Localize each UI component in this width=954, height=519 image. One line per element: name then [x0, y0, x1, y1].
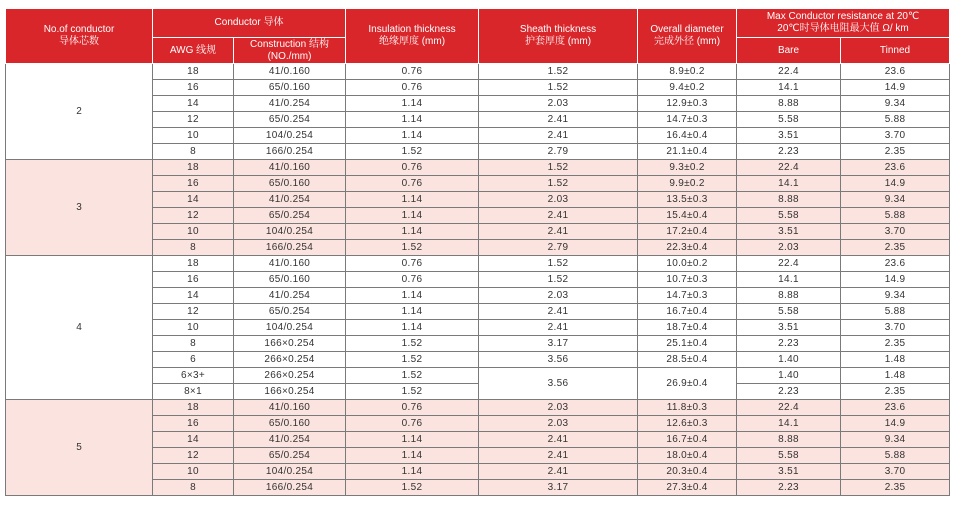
insulation-cell: 0.76 — [346, 416, 479, 432]
overall-cell: 27.3±0.4 — [638, 480, 737, 496]
tinned-cell: 2.35 — [841, 384, 950, 400]
insulation-cell: 1.14 — [346, 432, 479, 448]
header-awg: AWG 线规 — [153, 38, 234, 64]
construction-cell: 166/0.254 — [234, 480, 346, 496]
header-sheath-cn: 护套厚度 (mm) — [524, 36, 592, 47]
insulation-cell: 1.14 — [346, 304, 479, 320]
awg-cell: 8 — [153, 336, 234, 352]
construction-cell: 65/0.160 — [234, 416, 346, 432]
construction-cell: 166/0.254 — [234, 144, 346, 160]
sheath-cell: 2.41 — [479, 448, 638, 464]
insulation-cell: 1.14 — [346, 96, 479, 112]
overall-cell: 12.9±0.3 — [638, 96, 737, 112]
sheath-cell: 2.03 — [479, 400, 638, 416]
overall-cell: 16.7±0.4 — [638, 432, 737, 448]
bare-cell: 3.51 — [737, 224, 841, 240]
insulation-cell: 1.52 — [346, 336, 479, 352]
awg-cell: 12 — [153, 112, 234, 128]
construction-cell: 65/0.254 — [234, 448, 346, 464]
bare-cell: 1.40 — [737, 368, 841, 384]
header-conductor-count-en: No.of conductor — [43, 24, 115, 35]
header-overall-cn: 完成外径 (mm) — [653, 36, 721, 47]
bare-cell: 3.51 — [737, 464, 841, 480]
sheath-cell: 3.17 — [479, 336, 638, 352]
bare-cell: 14.1 — [737, 176, 841, 192]
tinned-cell: 23.6 — [841, 160, 950, 176]
tinned-cell: 9.34 — [841, 432, 950, 448]
insulation-cell: 1.14 — [346, 192, 479, 208]
construction-cell: 104/0.254 — [234, 224, 346, 240]
tinned-cell: 2.35 — [841, 480, 950, 496]
header-construction — [234, 38, 346, 64]
sheath-cell: 2.41 — [479, 112, 638, 128]
bare-cell: 2.23 — [737, 384, 841, 400]
header-tinned: Tinned — [841, 38, 950, 64]
sheath-cell: 2.41 — [479, 464, 638, 480]
overall-cell: 14.7±0.3 — [638, 288, 737, 304]
construction-cell: 104/0.254 — [234, 128, 346, 144]
construction-cell: 65/0.254 — [234, 208, 346, 224]
bare-cell: 2.23 — [737, 480, 841, 496]
awg-cell: 6×3+ — [153, 368, 234, 384]
conductor-count-cell: 2 — [6, 64, 153, 160]
tinned-cell: 23.6 — [841, 400, 950, 416]
construction-cell: 65/0.160 — [234, 176, 346, 192]
header-insulation-cn: 绝缘厚度 (mm) — [378, 36, 446, 47]
tinned-cell: 14.9 — [841, 80, 950, 96]
tinned-cell: 9.34 — [841, 96, 950, 112]
insulation-cell: 1.14 — [346, 464, 479, 480]
sheath-cell: 2.79 — [479, 240, 638, 256]
construction-cell: 41/0.254 — [234, 432, 346, 448]
awg-cell: 16 — [153, 272, 234, 288]
construction-cell: 266×0.254 — [234, 352, 346, 368]
tinned-cell: 3.70 — [841, 464, 950, 480]
insulation-cell: 0.76 — [346, 176, 479, 192]
awg-cell: 12 — [153, 448, 234, 464]
overall-cell: 13.5±0.3 — [638, 192, 737, 208]
awg-cell: 8 — [153, 144, 234, 160]
sheath-cell: 2.41 — [479, 208, 638, 224]
bare-cell: 5.58 — [737, 304, 841, 320]
awg-cell: 14 — [153, 432, 234, 448]
table-row — [6, 400, 950, 416]
overall-cell: 15.4±0.4 — [638, 208, 737, 224]
sheath-cell: 2.03 — [479, 288, 638, 304]
bare-cell: 3.51 — [737, 320, 841, 336]
header-conductor-count — [6, 9, 153, 64]
construction-cell: 104/0.254 — [234, 464, 346, 480]
construction-cell: 41/0.254 — [234, 96, 346, 112]
bare-cell: 14.1 — [737, 416, 841, 432]
tinned-cell: 5.88 — [841, 208, 950, 224]
tinned-cell: 23.6 — [841, 256, 950, 272]
awg-cell: 12 — [153, 304, 234, 320]
construction-cell: 166/0.254 — [234, 240, 346, 256]
overall-cell: 16.4±0.4 — [638, 128, 737, 144]
sheath-cell: 2.41 — [479, 320, 638, 336]
awg-cell: 10 — [153, 320, 234, 336]
header-construction-en: Construction 结构 — [250, 38, 329, 50]
overall-cell: 10.7±0.3 — [638, 272, 737, 288]
header-bare: Bare — [737, 38, 841, 64]
sheath-cell: 1.52 — [479, 64, 638, 80]
construction-cell: 266×0.254 — [234, 368, 346, 384]
header-insulation-en: Insulation thickness — [368, 24, 456, 35]
insulation-cell: 1.14 — [346, 224, 479, 240]
awg-cell: 14 — [153, 96, 234, 112]
tinned-cell: 3.70 — [841, 320, 950, 336]
tinned-cell: 9.34 — [841, 192, 950, 208]
bare-cell: 2.03 — [737, 240, 841, 256]
construction-cell: 104/0.254 — [234, 320, 346, 336]
overall-cell: 16.7±0.4 — [638, 304, 737, 320]
construction-cell: 41/0.160 — [234, 160, 346, 176]
construction-cell: 65/0.254 — [234, 112, 346, 128]
header-overall-en: Overall diameter — [650, 24, 724, 35]
awg-cell: 16 — [153, 416, 234, 432]
header-conductor: Conductor 导体 — [153, 9, 346, 38]
spec-table-container — [5, 8, 949, 496]
bare-cell: 8.88 — [737, 96, 841, 112]
sheath-cell: 2.41 — [479, 224, 638, 240]
sheath-cell: 1.52 — [479, 272, 638, 288]
sheath-cell: 1.52 — [479, 176, 638, 192]
insulation-cell: 0.76 — [346, 272, 479, 288]
bare-cell: 3.51 — [737, 128, 841, 144]
overall-cell: 18.7±0.4 — [638, 320, 737, 336]
awg-cell: 16 — [153, 80, 234, 96]
table-body — [6, 64, 950, 496]
construction-cell: 166×0.254 — [234, 336, 346, 352]
table-row — [6, 64, 950, 80]
awg-cell: 10 — [153, 128, 234, 144]
awg-cell: 18 — [153, 256, 234, 272]
bare-cell: 8.88 — [737, 288, 841, 304]
sheath-cell: 1.52 — [479, 160, 638, 176]
sheath-cell: 2.41 — [479, 128, 638, 144]
sheath-cell: 1.52 — [479, 80, 638, 96]
insulation-cell: 1.14 — [346, 320, 479, 336]
sheath-cell: 2.41 — [479, 304, 638, 320]
overall-cell: 26.9±0.4 — [638, 368, 737, 400]
sheath-cell: 2.79 — [479, 144, 638, 160]
insulation-cell: 1.52 — [346, 480, 479, 496]
header-insulation — [346, 9, 479, 64]
tinned-cell: 9.34 — [841, 288, 950, 304]
overall-cell: 10.0±0.2 — [638, 256, 737, 272]
overall-cell: 17.2±0.4 — [638, 224, 737, 240]
insulation-cell: 1.52 — [346, 240, 479, 256]
tinned-cell: 5.88 — [841, 448, 950, 464]
overall-cell: 18.0±0.4 — [638, 448, 737, 464]
tinned-cell: 3.70 — [841, 224, 950, 240]
sheath-cell: 3.56 — [479, 368, 638, 400]
overall-cell: 9.3±0.2 — [638, 160, 737, 176]
awg-cell: 8×1 — [153, 384, 234, 400]
insulation-cell: 0.76 — [346, 400, 479, 416]
table-row — [6, 256, 950, 272]
awg-cell: 10 — [153, 224, 234, 240]
bare-cell: 2.23 — [737, 336, 841, 352]
bare-cell: 5.58 — [737, 448, 841, 464]
header-sheath — [479, 9, 638, 64]
tinned-cell: 14.9 — [841, 176, 950, 192]
sheath-cell: 3.17 — [479, 480, 638, 496]
overall-cell: 11.8±0.3 — [638, 400, 737, 416]
construction-cell: 41/0.160 — [234, 64, 346, 80]
header-conductor-count-cn: 导体芯数 — [59, 36, 99, 47]
sheath-cell: 2.03 — [479, 96, 638, 112]
conductor-count-cell: 3 — [6, 160, 153, 256]
tinned-cell: 2.35 — [841, 144, 950, 160]
overall-cell: 25.1±0.4 — [638, 336, 737, 352]
tinned-cell: 1.48 — [841, 352, 950, 368]
sheath-cell: 2.03 — [479, 192, 638, 208]
conductor-count-cell: 5 — [6, 400, 153, 496]
overall-cell: 22.3±0.4 — [638, 240, 737, 256]
tinned-cell: 14.9 — [841, 272, 950, 288]
awg-cell: 6 — [153, 352, 234, 368]
sheath-cell: 2.41 — [479, 432, 638, 448]
awg-cell: 18 — [153, 64, 234, 80]
overall-cell: 28.5±0.4 — [638, 352, 737, 368]
insulation-cell: 0.76 — [346, 80, 479, 96]
awg-cell: 16 — [153, 176, 234, 192]
insulation-cell: 1.14 — [346, 448, 479, 464]
insulation-cell: 1.14 — [346, 112, 479, 128]
insulation-cell: 1.52 — [346, 384, 479, 400]
insulation-cell: 0.76 — [346, 160, 479, 176]
awg-cell: 8 — [153, 480, 234, 496]
insulation-cell: 1.14 — [346, 208, 479, 224]
overall-cell: 20.3±0.4 — [638, 464, 737, 480]
construction-cell: 65/0.254 — [234, 304, 346, 320]
bare-cell: 22.4 — [737, 400, 841, 416]
table-header — [6, 9, 950, 64]
overall-cell: 14.7±0.3 — [638, 112, 737, 128]
bare-cell: 8.88 — [737, 432, 841, 448]
header-overall — [638, 9, 737, 64]
awg-cell: 18 — [153, 160, 234, 176]
header-resistance-cn: 20℃时导体电阻最大值 Ω/ km — [777, 23, 909, 34]
awg-cell: 14 — [153, 288, 234, 304]
bare-cell: 22.4 — [737, 64, 841, 80]
conductor-count-cell: 4 — [6, 256, 153, 400]
header-sheath-en: Sheath thickness — [519, 24, 597, 35]
tinned-cell: 14.9 — [841, 416, 950, 432]
insulation-cell: 1.14 — [346, 288, 479, 304]
sheath-cell: 1.52 — [479, 256, 638, 272]
tinned-cell: 5.88 — [841, 304, 950, 320]
awg-cell: 10 — [153, 464, 234, 480]
sheath-cell: 2.03 — [479, 416, 638, 432]
sheath-cell: 3.56 — [479, 352, 638, 368]
table-row — [6, 160, 950, 176]
insulation-cell: 1.52 — [346, 352, 479, 368]
construction-cell: 41/0.254 — [234, 192, 346, 208]
overall-cell: 9.9±0.2 — [638, 176, 737, 192]
header-construction-unit: (NO./mm) — [267, 50, 312, 62]
bare-cell: 2.23 — [737, 144, 841, 160]
bare-cell: 8.88 — [737, 192, 841, 208]
tinned-cell: 2.35 — [841, 336, 950, 352]
construction-cell: 41/0.254 — [234, 288, 346, 304]
bare-cell: 1.40 — [737, 352, 841, 368]
awg-cell: 18 — [153, 400, 234, 416]
construction-cell: 41/0.160 — [234, 256, 346, 272]
construction-cell: 65/0.160 — [234, 272, 346, 288]
construction-cell: 41/0.160 — [234, 400, 346, 416]
insulation-cell: 1.52 — [346, 368, 479, 384]
construction-cell: 65/0.160 — [234, 80, 346, 96]
bare-cell: 14.1 — [737, 272, 841, 288]
construction-cell: 166×0.254 — [234, 384, 346, 400]
insulation-cell: 0.76 — [346, 64, 479, 80]
bare-cell: 5.58 — [737, 112, 841, 128]
tinned-cell: 23.6 — [841, 64, 950, 80]
bare-cell: 22.4 — [737, 160, 841, 176]
overall-cell: 8.9±0.2 — [638, 64, 737, 80]
tinned-cell: 3.70 — [841, 128, 950, 144]
overall-cell: 9.4±0.2 — [638, 80, 737, 96]
header-resistance — [737, 9, 950, 38]
tinned-cell: 1.48 — [841, 368, 950, 384]
overall-cell: 21.1±0.4 — [638, 144, 737, 160]
bare-cell: 14.1 — [737, 80, 841, 96]
bare-cell: 5.58 — [737, 208, 841, 224]
tinned-cell: 2.35 — [841, 240, 950, 256]
tinned-cell: 5.88 — [841, 112, 950, 128]
header-resistance-en: Max Conductor resistance at 20℃ — [766, 11, 920, 22]
bare-cell: 22.4 — [737, 256, 841, 272]
insulation-cell: 0.76 — [346, 256, 479, 272]
awg-cell: 14 — [153, 192, 234, 208]
insulation-cell: 1.52 — [346, 144, 479, 160]
insulation-cell: 1.14 — [346, 128, 479, 144]
cable-spec-table — [5, 8, 950, 496]
awg-cell: 12 — [153, 208, 234, 224]
awg-cell: 8 — [153, 240, 234, 256]
overall-cell: 12.6±0.3 — [638, 416, 737, 432]
